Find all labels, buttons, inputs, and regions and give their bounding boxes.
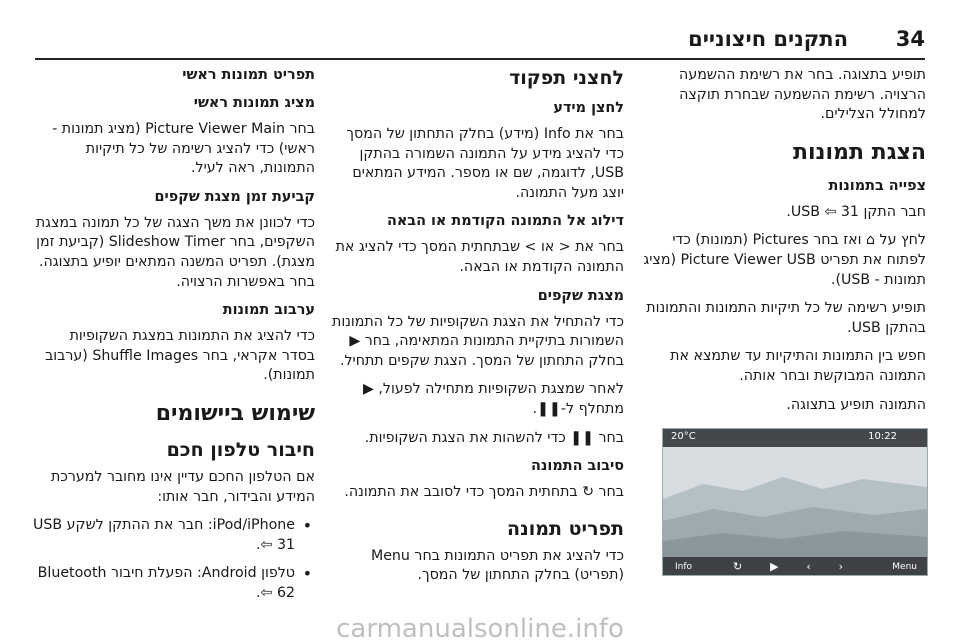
landscape-image	[663, 429, 927, 575]
column-right	[636, 66, 926, 424]
section-heading-function-buttons: לחצני תפקוד	[509, 67, 624, 89]
chapter-title: התקנים חיצוניים	[688, 27, 848, 51]
watermark: carmanualsonline.info	[336, 614, 624, 644]
subheading-slideshow: מצגת שקפים	[537, 287, 624, 304]
paragraph-phone-connect: אם הטלפון החכם עדיין אינו מחובר למערכת המידע והבידור, חבר אותו:	[51, 468, 315, 505]
screen-nav-controls	[733, 560, 843, 573]
section-heading-apps: שימוש ביישומים	[155, 400, 315, 426]
paragraph-timer: כדי לכוונן את משך הצגה של כל תמונה במצגת השקפים, בחר Slideshow Timer (קביעת זמן מצגת). תפריט המשנה המתאים יופיע בתצוגה. בחר באפשרות הרצויה.	[35, 214, 315, 290]
temperature-readout: 20°C	[671, 431, 696, 442]
paragraph-slideshow-start: כדי להתחיל את הצגת השקופיות של כל התמונות השמורות בתיקיית התמונות המתאימה, בחר ▶ בחלק התחתון של המסך. הצגת שקפים תתחיל.	[332, 313, 624, 369]
page-number: 34	[895, 27, 925, 51]
intro-paragraph: תופיע בתצוגה. בחר את רשימת ההשמעה הרצויה. רשימת ההשמעה שבחרת תוקצה למחולל הצלילים.	[679, 67, 926, 123]
subheading-rotate: סיבוב התמונה	[531, 458, 624, 475]
subheading-shuffle: ערבוב תמונות	[222, 302, 315, 319]
paragraph-list-shown: תופיע רשימה של כל תיקיות התמונות והתמונות בהתקן USB.	[646, 300, 926, 336]
paragraph-info-button: בחר את Info (מידע) בחלק התחתון של המסך כדי להציג מידע על התמונה השמורה בהתקן USB, לדוגמה, שם או מספר. המידע המתאים יוצג מעל התמונה.	[346, 126, 624, 201]
screen-status-bar	[663, 429, 927, 447]
list-item-ios: • iPod/iPhone: חבר את ההתקן לשקע USB ⇦ 31.	[33, 516, 315, 555]
screen-control-bar	[663, 557, 927, 575]
list-item-android: • טלפון Android: הפעלת חיבור Bluetooth ⇦ 62.	[33, 564, 315, 603]
subheading-navigate: דילוג אל התמונה הקודמת או הבאה	[386, 213, 624, 230]
screen-illustration	[662, 428, 928, 576]
paragraph-slideshow-pause: בחר ❚❚ כדי להשהות את הצגת השקופיות.	[364, 429, 624, 446]
paragraph-viewer-main: בחר Picture Viewer Main (מציג תמונות - ראשי) כדי להציג רשימה של כל תיקיות התמונות, ראה לעיל.	[52, 121, 315, 177]
subheading-timer: קביעת זמן מצגת שקפים	[154, 188, 315, 205]
column-middle	[330, 66, 624, 595]
paragraph-navigate: בחר את < או > שבתחתית המסך כדי להציג את התמונה הקודמת או הבאה.	[335, 239, 624, 275]
subheading-view: צפייה בתמונות	[828, 177, 926, 194]
info-button[interactable]: Info	[675, 562, 693, 572]
paragraph-open-pictures: לחץ על ⌂ ואז בחר Pictures (תמונות) כדי לפתוח את תפריט Picture Viewer USB (מציג תמונות - USB).	[643, 232, 926, 288]
subheading-main-menu: תפריט תמונות ראשי	[182, 67, 315, 83]
paragraph-connect-usb: חבר התקן USB ⇦ 31.	[786, 203, 926, 220]
header-rule	[35, 58, 925, 60]
subheading-viewer-main: מציג תמונות ראשי	[193, 95, 315, 111]
previous-icon[interactable]: ‹	[838, 560, 843, 573]
subheading-phone-connect: חיבור טלפון חכם	[166, 438, 315, 461]
menu-button[interactable]: Menu	[892, 562, 917, 572]
column-left	[33, 66, 315, 613]
paragraph-picture-shown: התמונה תופיע בתצוגה.	[786, 396, 926, 413]
section-heading-picture-menu: תפריט תמונה	[507, 517, 624, 540]
paragraph-picture-menu: כדי להציג את תפריט התמונות בחר Menu (תפריט) בחלק התחתון של המסך.	[370, 547, 624, 584]
subheading-info-button: לחצן מידע	[553, 100, 624, 116]
rotate-icon[interactable]: ↻	[733, 560, 743, 573]
phone-list	[33, 516, 315, 603]
paragraph-shuffle: כדי להציג את התמונות במצגת השקופיות בסדר אקראי, בחר Shuffle Images (ערבוב תמונות).	[45, 328, 315, 384]
clock-readout: 10:22	[868, 431, 897, 442]
paragraph-browse: חפש בין התמונות והתיקיות עד שתמצא את התמונה המבוקשת ובחר אותה.	[670, 348, 926, 384]
section-heading-photos: הצגת תמונות	[792, 139, 926, 165]
paragraph-rotate: בחר ↻ בתחתית המסך כדי לסובב את התמונה.	[344, 484, 624, 501]
paragraph-slideshow-running: לאחר שמצגת השקופיות מתחילה לפעול, ▶ מתחלף ל-❚❚.	[362, 381, 624, 417]
page-header	[0, 0, 960, 60]
next-icon[interactable]: ›	[806, 560, 811, 573]
play-icon[interactable]: ▶	[770, 560, 779, 573]
